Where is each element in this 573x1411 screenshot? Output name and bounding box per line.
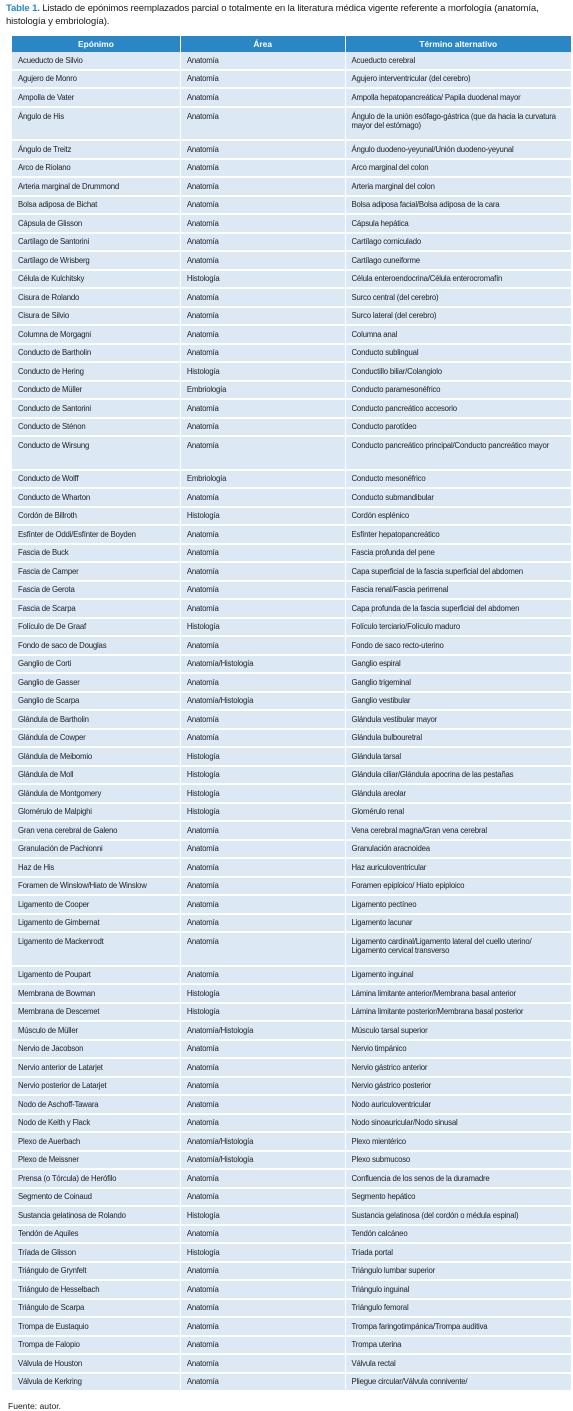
cell-termino: Ganglio espiral [346, 656, 572, 675]
table-row [12, 1078, 571, 1097]
table-row [12, 967, 571, 986]
cell-area: Anatomía [181, 215, 346, 234]
cell-termino: Ligamento lacunar [346, 915, 572, 934]
cell-eponimo: Cartílago de Santorini [12, 234, 181, 253]
cell-termino: Ángulo de la unión esófago-gástrica (que da hacia la curvatura mayor del estómago) [346, 108, 572, 142]
cell-termino: Arteria marginal del colon [346, 178, 572, 197]
cell-area: Anatomía [181, 52, 346, 71]
cell-eponimo: Tríada de Glisson [12, 1244, 181, 1263]
cell-termino: Conducto mesonéfrico [346, 471, 572, 490]
cell-eponimo: Sustancia gelatinosa de Rolando [12, 1207, 181, 1226]
cell-termino: Glándula areolar [346, 785, 572, 804]
table-row [12, 1133, 571, 1152]
cell-area: Anatomía [181, 545, 346, 564]
cell-eponimo: Ampolla de Vater [12, 89, 181, 108]
cell-area: Anatomía [181, 730, 346, 749]
cell-area: Anatomía [181, 1281, 346, 1300]
cell-eponimo: Músculo de Müller [12, 1022, 181, 1041]
cell-termino: Trompa uterina [346, 1337, 572, 1356]
cell-termino: Glándula ciliar/Glándula apocrina de las pestañas [346, 767, 572, 786]
table-row [12, 1170, 571, 1189]
cell-eponimo: Ligamento de Cooper [12, 896, 181, 915]
table-row [12, 89, 571, 108]
cell-area: Anatomía [181, 89, 346, 108]
cell-area: Anatomía [181, 1115, 346, 1134]
header-termino: Término alternativo [346, 36, 572, 52]
cell-area: Anatomía [181, 141, 346, 160]
cell-termino: Nervio gástrico posterior [346, 1078, 572, 1097]
cell-eponimo: Segmento de Coinaud [12, 1189, 181, 1208]
cell-termino: Capa profunda de la fascia superficial del abdomen [346, 600, 572, 619]
cell-area: Anatomía [181, 822, 346, 841]
table-row [12, 785, 571, 804]
table-row [12, 289, 571, 308]
cell-area: Anatomía [181, 878, 346, 897]
cell-termino: Triángulo lumbar superior [346, 1263, 572, 1282]
cell-eponimo: Prensa (o Tórcula) de Herófilo [12, 1170, 181, 1189]
cell-termino: Glomérulo renal [346, 804, 572, 823]
cell-eponimo: Haz de His [12, 859, 181, 878]
cell-area: Anatomía [181, 674, 346, 693]
table-row [12, 108, 571, 142]
cell-termino: Cordón esplénico [346, 508, 572, 527]
cell-eponimo: Trompa de Eustaquio [12, 1318, 181, 1337]
cell-area: Anatomía [181, 1059, 346, 1078]
table-row [12, 730, 571, 749]
cell-area: Anatomía [181, 1189, 346, 1208]
cell-area: Anatomía [181, 252, 346, 271]
cell-area: Anatomía [181, 1300, 346, 1319]
table-row [12, 1281, 571, 1300]
table-row [12, 1022, 571, 1041]
table-caption [6, 3, 567, 32]
table-row [12, 1263, 571, 1282]
table-row [12, 656, 571, 675]
cell-termino: Acueducto cerebral [346, 52, 572, 71]
cell-area: Anatomía/Histología [181, 1152, 346, 1171]
table-row [12, 748, 571, 767]
cell-termino: Agujero interventricular (del cerebro) [346, 71, 572, 90]
cell-eponimo: Tendón de Aquiles [12, 1226, 181, 1245]
cell-termino: Capa superficial de la fascia superficial del abdomen [346, 563, 572, 582]
cell-area: Anatomía [181, 563, 346, 582]
header-eponimo: Epónimo [12, 36, 181, 52]
cell-eponimo: Granulación de Pachionni [12, 841, 181, 860]
table-row [12, 326, 571, 345]
cell-eponimo: Glándula de Cowper [12, 730, 181, 749]
table-row [12, 563, 571, 582]
cell-termino: Glándula tarsal [346, 748, 572, 767]
table-row [12, 933, 571, 967]
cell-area: Anatomía [181, 600, 346, 619]
cell-area: Anatomía/Histología [181, 1022, 346, 1041]
cell-area: Anatomía [181, 1318, 346, 1337]
cell-eponimo: Glándula de Meibomio [12, 748, 181, 767]
table-row [12, 1115, 571, 1134]
cell-area: Anatomía [181, 1041, 346, 1060]
cell-eponimo: Plexo de Auerbach [12, 1133, 181, 1152]
table-row [12, 1189, 571, 1208]
cell-termino: Ganglio trigeminal [346, 674, 572, 693]
cell-termino: Triángulo femoral [346, 1300, 572, 1319]
cell-area: Anatomía/Histología [181, 656, 346, 675]
cell-area: Anatomía [181, 526, 346, 545]
table-row [12, 1004, 571, 1023]
cell-eponimo: Membrana de Bowman [12, 985, 181, 1004]
cell-eponimo: Triángulo de Hesselbach [12, 1281, 181, 1300]
cell-eponimo: Ligamento de Poupart [12, 967, 181, 986]
cell-termino: Ampolla hepatopancreática/ Papila duodenal mayor [346, 89, 572, 108]
caption-label: Table 1. [6, 3, 40, 14]
cell-area: Anatomía [181, 711, 346, 730]
table-row [12, 489, 571, 508]
cell-area: Anatomía [181, 1170, 346, 1189]
table-row [12, 308, 571, 327]
table-row [12, 1152, 571, 1171]
cell-area: Anatomía [181, 896, 346, 915]
cell-area: Anatomía [181, 933, 346, 967]
caption-text: Listado de epónimos reemplazados parcial o totalmente en la literatura médica vigente referente a morfología (anatomía, histología y embriología). [6, 3, 539, 27]
table-source: Fuente: autor. [8, 1401, 62, 1411]
cell-area: Anatomía [181, 437, 346, 471]
table-row [12, 160, 571, 179]
cell-termino: Lámina limitante posterior/Membrana basal posterior [346, 1004, 572, 1023]
cell-eponimo: Fascia de Buck [12, 545, 181, 564]
cell-area: Histología [181, 1004, 346, 1023]
cell-area: Anatomía/Histología [181, 693, 346, 712]
cell-area: Anatomía [181, 1355, 346, 1374]
cell-termino: Arco marginal del colon [346, 160, 572, 179]
table-row [12, 804, 571, 823]
table-row [12, 271, 571, 290]
table-body [12, 52, 571, 1392]
table-row [12, 711, 571, 730]
cell-termino: Fondo de saco recto-uterino [346, 637, 572, 656]
table-row [12, 582, 571, 601]
cell-eponimo: Glomérulo de Malpighi [12, 804, 181, 823]
cell-area: Anatomía [181, 967, 346, 986]
cell-termino: Lámina limitante anterior/Membrana basal anterior [346, 985, 572, 1004]
cell-termino: Tríada portal [346, 1244, 572, 1263]
cell-termino: Conducto sublingual [346, 345, 572, 364]
cell-area: Anatomía [181, 108, 346, 142]
cell-termino: Glándula bulbouretral [346, 730, 572, 749]
cell-area: Anatomía [181, 71, 346, 90]
cell-termino: Trompa faringotimpánica/Trompa auditiva [346, 1318, 572, 1337]
cell-area: Anatomía [181, 582, 346, 601]
table-row [12, 767, 571, 786]
cell-area: Anatomía/Histología [181, 1133, 346, 1152]
cell-area: Anatomía [181, 160, 346, 179]
cell-eponimo: Plexo de Meissner [12, 1152, 181, 1171]
cell-termino: Conductillo biliar/Colangiolo [346, 363, 572, 382]
cell-eponimo: Glándula de Montgomery [12, 785, 181, 804]
cell-eponimo: Conducto de Sténon [12, 419, 181, 438]
cell-area: Histología [181, 1207, 346, 1226]
cell-eponimo: Fascia de Gerota [12, 582, 181, 601]
table-row [12, 1337, 571, 1356]
table-row [12, 141, 571, 160]
cell-termino: Segmento hepático [346, 1189, 572, 1208]
table-row [12, 637, 571, 656]
table-row [12, 1244, 571, 1263]
cell-termino: Plexo mientérico [346, 1133, 572, 1152]
cell-area: Anatomía [181, 1263, 346, 1282]
cell-termino: Glándula vestibular mayor [346, 711, 572, 730]
cell-termino: Sustancia gelatinosa (del cordón o médula espinal) [346, 1207, 572, 1226]
cell-eponimo: Esfínter de Oddi/Esfínter de Boyden [12, 526, 181, 545]
cell-termino: Músculo tarsal superior [346, 1022, 572, 1041]
cell-area: Histología [181, 785, 346, 804]
cell-area: Histología [181, 508, 346, 527]
cell-termino: Haz auriculoventricular [346, 859, 572, 878]
cell-eponimo: Conducto de Wirsung [12, 437, 181, 471]
cell-area: Histología [181, 619, 346, 638]
table-row [12, 600, 571, 619]
table-row [12, 71, 571, 90]
cell-termino: Conducto pancreático accesorio [346, 400, 572, 419]
cell-eponimo: Arco de Riolano [12, 160, 181, 179]
table-row [12, 382, 571, 401]
table-row [12, 1059, 571, 1078]
table-row [12, 896, 571, 915]
table-row [12, 400, 571, 419]
cell-eponimo: Glándula de Bartholin [12, 711, 181, 730]
table-row [12, 545, 571, 564]
cell-termino: Surco central (del cerebro) [346, 289, 572, 308]
cell-eponimo: Célula de Kulchitsky [12, 271, 181, 290]
cell-area: Histología [181, 748, 346, 767]
table-row [12, 508, 571, 527]
cell-area: Histología [181, 271, 346, 290]
cell-termino: Célula enteroendocrina/Célula enterocromafín [346, 271, 572, 290]
cell-termino: Fascia profunda del pene [346, 545, 572, 564]
cell-termino: Cartílago cuneiforme [346, 252, 572, 271]
cell-termino: Ligamento pectíneo [346, 896, 572, 915]
cell-termino: Plexo submucoso [346, 1152, 572, 1171]
cell-eponimo: Cisura de Silvio [12, 308, 181, 327]
cell-area: Anatomía [181, 1337, 346, 1356]
cell-eponimo: Nervio posterior de Latarjet [12, 1078, 181, 1097]
cell-area: Anatomía [181, 345, 346, 364]
table-row [12, 693, 571, 712]
table-row [12, 841, 571, 860]
cell-eponimo: Ganglio de Corti [12, 656, 181, 675]
cell-eponimo: Conducto de Müller [12, 382, 181, 401]
cell-termino: Triángulo inguinal [346, 1281, 572, 1300]
cell-termino: Nervio timpánico [346, 1041, 572, 1060]
cell-area: Embriología [181, 382, 346, 401]
header-area: Área [181, 36, 346, 52]
table-row [12, 1207, 571, 1226]
table-row [12, 1041, 571, 1060]
cell-termino: Fascia renal/Fascia perirrenal [346, 582, 572, 601]
table-row [12, 197, 571, 216]
cell-area: Anatomía [181, 400, 346, 419]
cell-eponimo: Válvula de Houston [12, 1355, 181, 1374]
table-row [12, 822, 571, 841]
cell-area: Histología [181, 985, 346, 1004]
cell-eponimo: Ángulo de His [12, 108, 181, 142]
cell-area: Histología [181, 1244, 346, 1263]
table-row [12, 1096, 571, 1115]
eponyms-table [12, 36, 571, 1392]
cell-termino: Cartílago corniculado [346, 234, 572, 253]
cell-eponimo: Conducto de Wharton [12, 489, 181, 508]
cell-eponimo: Ganglio de Gasser [12, 674, 181, 693]
cell-area: Histología [181, 804, 346, 823]
cell-area: Anatomía [181, 197, 346, 216]
cell-termino: Esfínter hepatopancreático [346, 526, 572, 545]
table-row [12, 178, 571, 197]
cell-eponimo: Conducto de Wolff [12, 471, 181, 490]
cell-termino: Conducto paramesonéfrico [346, 382, 572, 401]
cell-termino: Granulación aracnoidea [346, 841, 572, 860]
cell-termino: Conducto pancreático principal/Conducto pancreático mayor [346, 437, 572, 471]
cell-area: Anatomía [181, 289, 346, 308]
cell-eponimo: Gran vena cerebral de Galeno [12, 822, 181, 841]
cell-area: Anatomía [181, 637, 346, 656]
cell-eponimo: Triángulo de Scarpa [12, 1300, 181, 1319]
cell-termino: Conducto submandibular [346, 489, 572, 508]
cell-area: Anatomía [181, 1374, 346, 1393]
cell-termino: Ligamento inguinal [346, 967, 572, 986]
table-row [12, 234, 571, 253]
cell-eponimo: Triángulo de Grynfelt [12, 1263, 181, 1282]
cell-eponimo: Ganglio de Scarpa [12, 693, 181, 712]
table-row [12, 52, 571, 71]
cell-eponimo: Nervio anterior de Latarjet [12, 1059, 181, 1078]
cell-termino: Ligamento cardinal/Ligamento lateral del cuello uterino/ Ligamento cervical transverso [346, 933, 572, 967]
cell-termino: Folículo terciario/Folículo maduro [346, 619, 572, 638]
cell-eponimo: Folículo de De Graaf [12, 619, 181, 638]
cell-area: Anatomía [181, 326, 346, 345]
cell-eponimo: Agujero de Monro [12, 71, 181, 90]
table-row [12, 215, 571, 234]
cell-area: Anatomía [181, 1096, 346, 1115]
cell-termino: Tendón calcáneo [346, 1226, 572, 1245]
cell-eponimo: Bolsa adiposa de Bichat [12, 197, 181, 216]
cell-termino: Pliegue circular/Válvula connivente/ [346, 1374, 572, 1393]
cell-eponimo: Arteria marginal de Drummond [12, 178, 181, 197]
cell-termino: Ganglio vestibular [346, 693, 572, 712]
cell-eponimo: Membrana de Descemet [12, 1004, 181, 1023]
cell-eponimo: Nodo de Keith y Flack [12, 1115, 181, 1134]
cell-termino: Foramen epiploico/ Hiato epiploico [346, 878, 572, 897]
table-row [12, 674, 571, 693]
table-row [12, 1318, 571, 1337]
cell-area: Embriología [181, 471, 346, 490]
cell-eponimo: Ligamento de Mackenrodt [12, 933, 181, 967]
table-row [12, 1374, 571, 1393]
cell-area: Anatomía [181, 308, 346, 327]
cell-eponimo: Nervio de Jacobson [12, 1041, 181, 1060]
cell-eponimo: Cápsula de Glisson [12, 215, 181, 234]
cell-eponimo: Nodo de Aschoff-Tawara [12, 1096, 181, 1115]
cell-eponimo: Conducto de Santorini [12, 400, 181, 419]
cell-termino: Válvula rectal [346, 1355, 572, 1374]
cell-area: Anatomía [181, 915, 346, 934]
table-row [12, 878, 571, 897]
cell-eponimo: Fondo de saco de Douglas [12, 637, 181, 656]
table-row [12, 1355, 571, 1374]
table-row [12, 1300, 571, 1319]
cell-termino: Nervio gástrico anterior [346, 1059, 572, 1078]
cell-area: Anatomía [181, 1226, 346, 1245]
table-row [12, 363, 571, 382]
cell-area: Anatomía [181, 489, 346, 508]
table-row [12, 859, 571, 878]
cell-eponimo: Cisura de Rolando [12, 289, 181, 308]
cell-eponimo: Conducto de Bartholin [12, 345, 181, 364]
cell-eponimo: Válvula de Kerkring [12, 1374, 181, 1393]
cell-termino: Nodo sinoauricular/Nodo sinusal [346, 1115, 572, 1134]
cell-area: Histología [181, 363, 346, 382]
cell-area: Anatomía [181, 178, 346, 197]
table-row [12, 526, 571, 545]
cell-eponimo: Foramen de Winslow/Hiato de Winslow [12, 878, 181, 897]
cell-eponimo: Cordón de Billroth [12, 508, 181, 527]
cell-termino: Ángulo duodeno-yeyunal/Unión duodeno-yeyunal [346, 141, 572, 160]
cell-area: Anatomía [181, 419, 346, 438]
cell-eponimo: Cartílago de Wrisberg [12, 252, 181, 271]
cell-termino: Columna anal [346, 326, 572, 345]
table-row [12, 419, 571, 438]
cell-area: Anatomía [181, 841, 346, 860]
table-row [12, 471, 571, 490]
table-row [12, 619, 571, 638]
cell-termino: Confluencia de los senos de la duramadre [346, 1170, 572, 1189]
cell-termino: Bolsa adiposa facial/Bolsa adiposa de la cara [346, 197, 572, 216]
cell-area: Anatomía [181, 859, 346, 878]
cell-area: Anatomía [181, 234, 346, 253]
table-row [12, 345, 571, 364]
table-row [12, 437, 571, 471]
cell-eponimo: Conducto de Hering [12, 363, 181, 382]
cell-termino: Nodo auriculoventricular [346, 1096, 572, 1115]
cell-eponimo: Ángulo de Treitz [12, 141, 181, 160]
cell-eponimo: Trompa de Falopio [12, 1337, 181, 1356]
cell-eponimo: Glándula de Moll [12, 767, 181, 786]
table-row [12, 915, 571, 934]
cell-area: Histología [181, 767, 346, 786]
cell-eponimo: Ligamento de Gimbernat [12, 915, 181, 934]
table-header-row [12, 36, 571, 52]
cell-termino: Vena cerebral magna/Gran vena cerebral [346, 822, 572, 841]
cell-eponimo: Fascia de Camper [12, 563, 181, 582]
cell-area: Anatomía [181, 1078, 346, 1097]
cell-eponimo: Columna de Morgagni [12, 326, 181, 345]
table-row [12, 985, 571, 1004]
cell-termino: Cápsula hepática [346, 215, 572, 234]
cell-termino: Conducto parotídeo [346, 419, 572, 438]
table-row [12, 252, 571, 271]
cell-eponimo: Fascia de Scarpa [12, 600, 181, 619]
table-row [12, 1226, 571, 1245]
cell-termino: Surco lateral (del cerebro) [346, 308, 572, 327]
cell-eponimo: Acueducto de Silvio [12, 52, 181, 71]
